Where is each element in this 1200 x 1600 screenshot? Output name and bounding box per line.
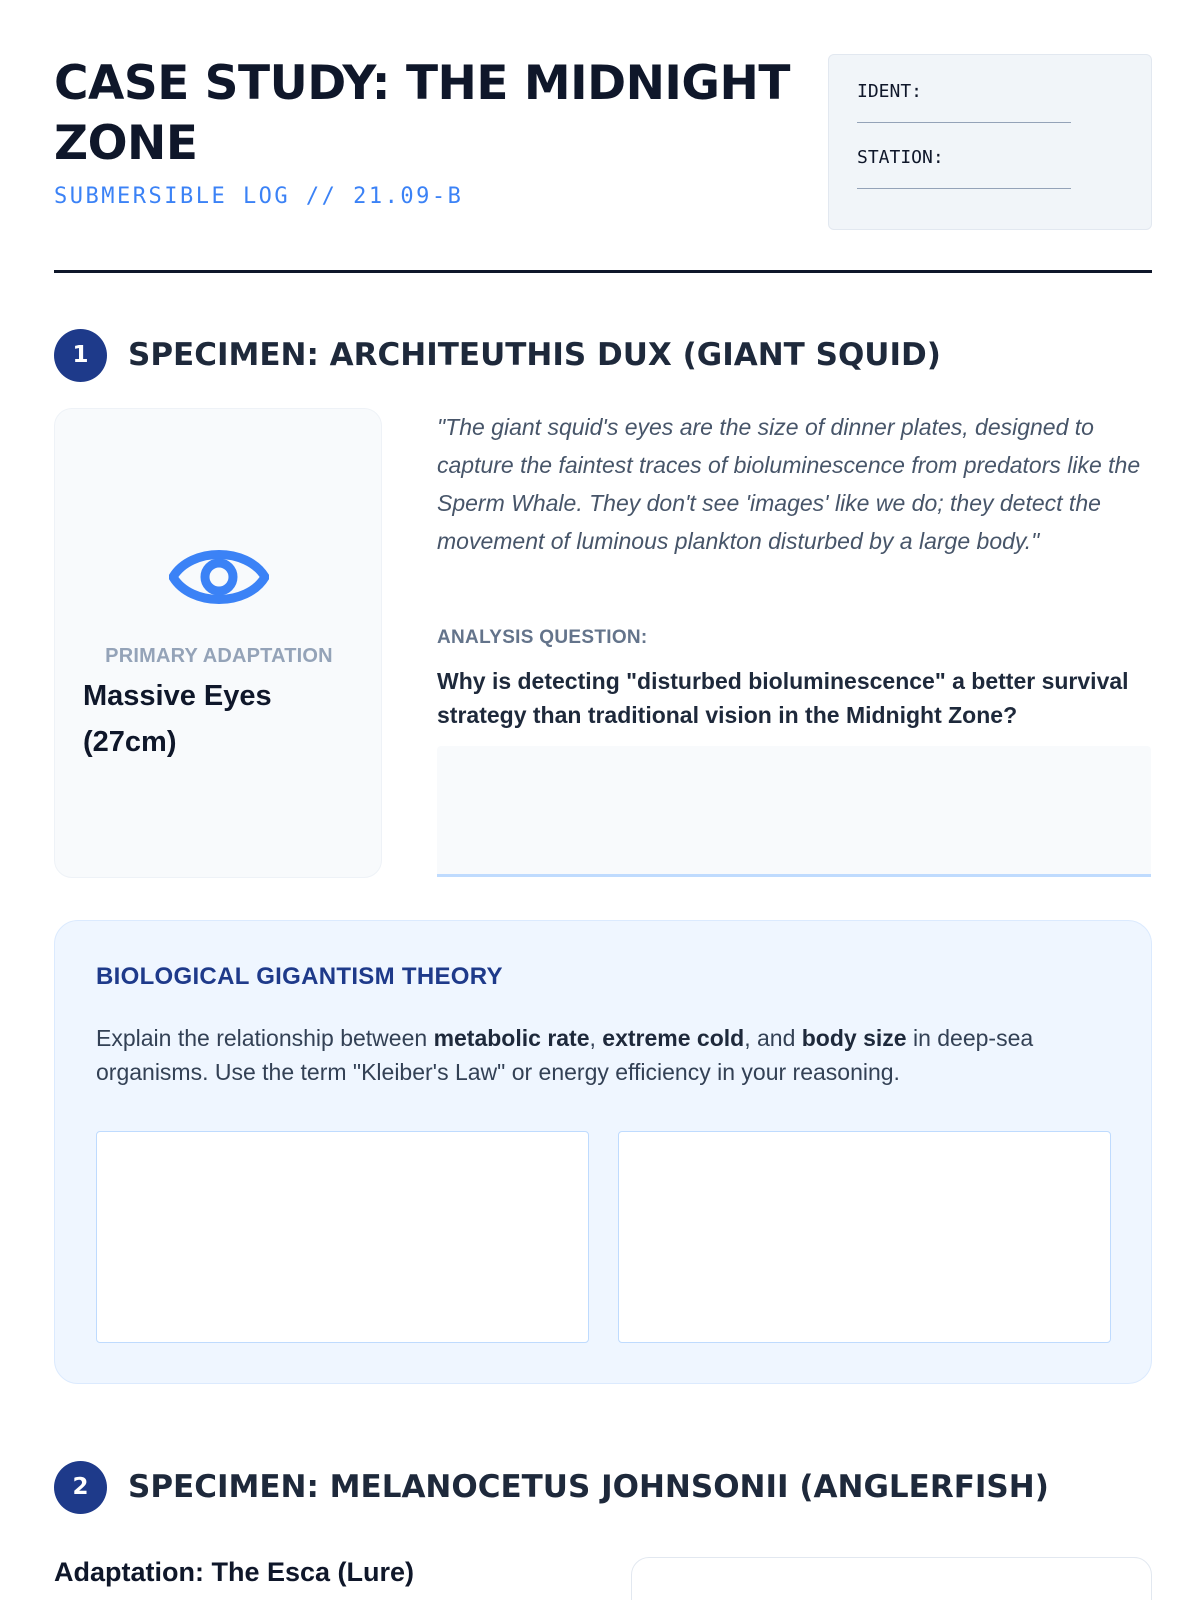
theory-text-part: in deep-sea organisms. Use the term "Kleiber's Law" or energy efficiency in your reasoning. [96,1025,1034,1085]
section-2-header [54,1461,1152,1515]
theory-term: extreme cold [602,1025,745,1051]
worksheet-header [54,54,1152,286]
theory-term: metabolic rate [433,1025,590,1051]
analysis-question: Why is detecting "disturbed bioluminescence" a better survival strategy than traditional vision in the Midnight Zone? [437,668,1129,728]
section-number-badge: 2 [54,1461,107,1514]
eye-icon [169,539,269,615]
theory-term: body size [801,1025,907,1051]
ident-box [828,54,1152,230]
adaptation-label: PRIMARY ADAPTATION [105,645,333,667]
specimen-quote: "The giant squid's eyes are the size of dinner plates, designed to capture the faintest traces of bioluminescence from predators like the Sperm Whale. They don't see 'images' like we do; they detect the movement of luminous plankton disturbed by a large body." [437,414,1141,554]
theory-prompt [96,1021,1116,1089]
theory-text-part: , and [744,1025,802,1051]
theory-text-part: , [589,1025,603,1051]
analysis-answer-input[interactable] [437,746,1151,877]
station-label: STATION: [857,147,944,168]
theory-answer-left-input[interactable] [96,1131,589,1343]
anglerfish-card [631,1557,1152,1600]
ident-label: IDENT: [857,81,923,102]
station-field[interactable] [857,147,1071,189]
log-subtitle: SUBMERSIBLE LOG // 21.09-B [54,184,464,209]
section-number-badge: 1 [54,329,107,382]
header-divider [54,270,1152,273]
ident-field[interactable] [857,81,1071,123]
adaptation-card [54,408,382,878]
theory-answer-right-input[interactable] [618,1131,1111,1343]
adaptation-heading: Adaptation: The Esca (Lure) [54,1557,415,1587]
section-title: SPECIMEN: MELANOCETUS JOHNSONII (ANGLERFISH) [128,1469,1049,1505]
section-1-header [54,329,1152,383]
page-title: CASE STUDY: THE MIDNIGHT ZONE [54,56,790,171]
section-title: SPECIMEN: ARCHITEUTHIS DUX (GIANT SQUID) [128,337,941,373]
theory-text-part: Explain the relationship between [96,1025,434,1051]
analysis-question-label: ANALYSIS QUESTION: [437,627,648,648]
adaptation-value: Massive Eyes (27cm) [83,680,272,758]
theory-title: BIOLOGICAL GIGANTISM THEORY [96,963,503,990]
theory-box [54,920,1152,1384]
